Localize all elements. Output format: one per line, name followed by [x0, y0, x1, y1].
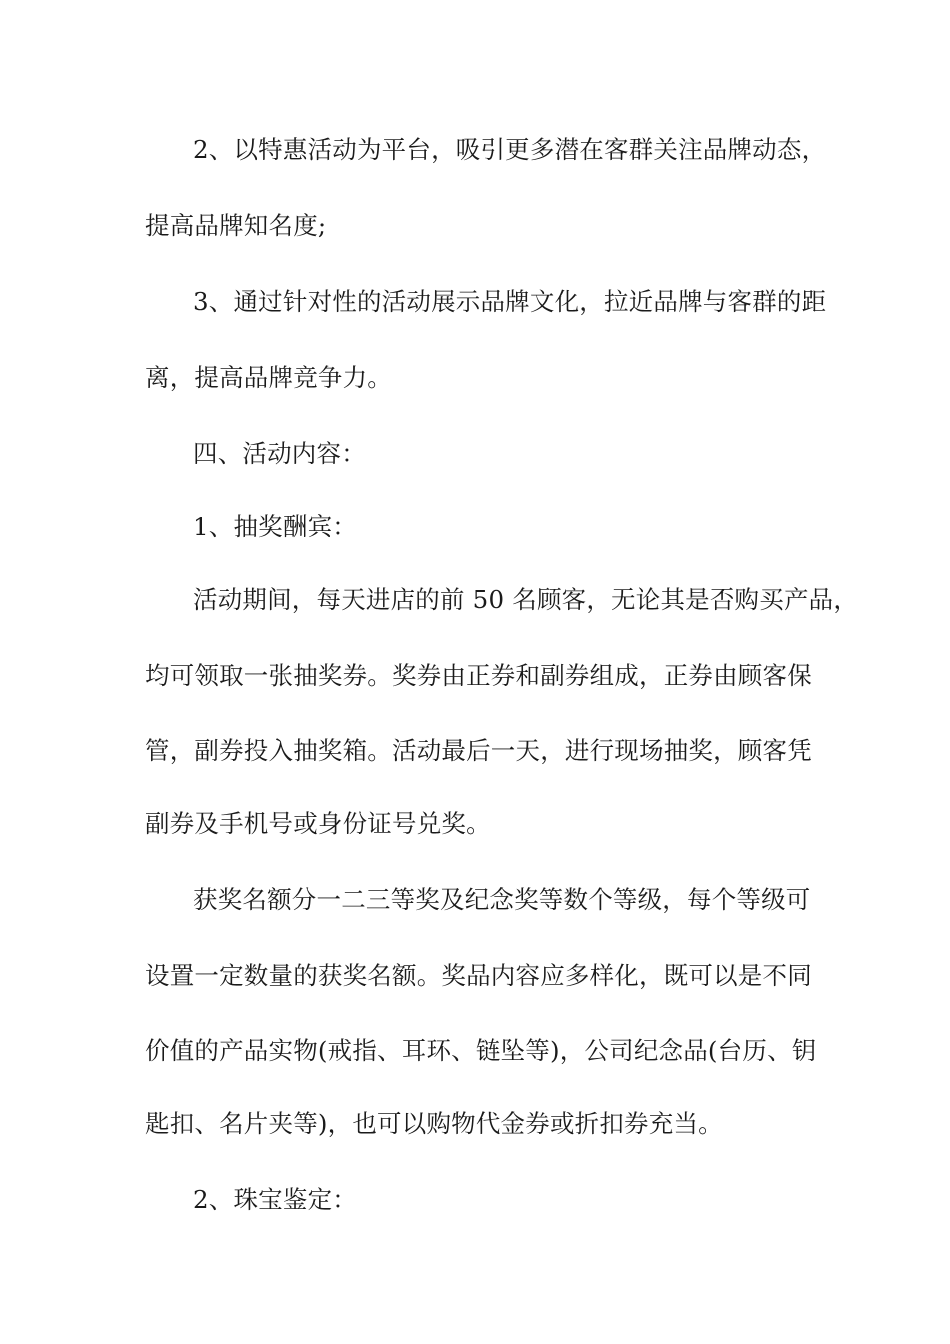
text-line: 3、通过针对性的活动展示品牌文化，拉近品牌与客群的距 — [193, 287, 827, 316]
text-line: 副券及手机号或身份证号兑奖。 — [145, 809, 491, 838]
text-line: 设置一定数量的获奖名额。奖品内容应多样化，既可以是不同 — [145, 961, 812, 990]
text-line: 管，副券投入抽奖箱。活动最后一天，进行现场抽奖，顾客凭 — [145, 736, 812, 765]
text-line: 获奖名额分一二三等奖及纪念奖等数个等级，每个等级可 — [193, 885, 811, 914]
text-line: 均可领取一张抽奖券。奖券由正券和副券组成，正券由顾客保 — [145, 661, 812, 690]
section-heading: 四、活动内容： — [193, 439, 366, 468]
text-line: 价值的产品实物(戒指、耳环、链坠等)，公司纪念品(台历、钥 — [145, 1036, 817, 1065]
text-line: 2、以特惠活动为平台，吸引更多潜在客群关注品牌动态， — [193, 135, 827, 164]
text-line: 提高品牌知名度; — [145, 211, 327, 240]
text-line: 匙扣、名片夹等)，也可以购物代金券或折扣券充当。 — [145, 1109, 723, 1138]
text-line: 离，提高品牌竞争力。 — [145, 363, 392, 392]
subsection-heading: 1、抽奖酬宾： — [193, 512, 357, 541]
subsection-heading: 2、珠宝鉴定： — [193, 1185, 357, 1214]
text-line: 活动期间，每天进店的前 50 名顾客，无论其是否购买产品， — [193, 585, 859, 614]
